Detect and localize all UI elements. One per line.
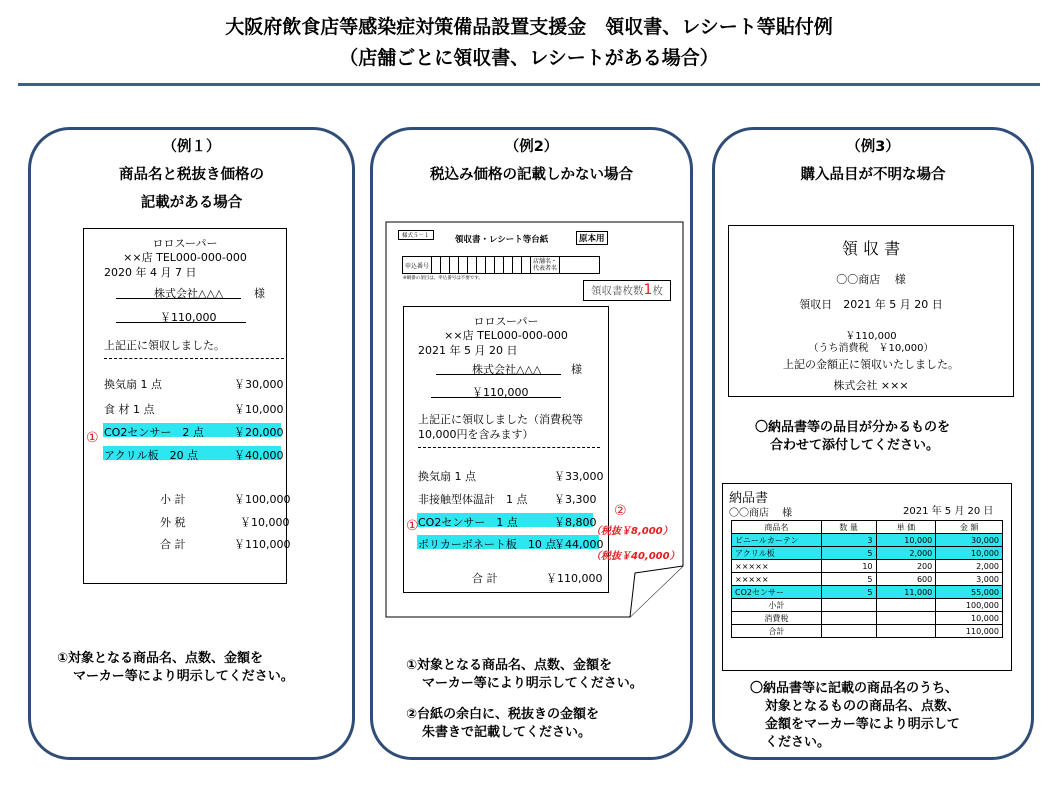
row-qty: 5	[821, 586, 876, 599]
receipt-branch: ××店 TEL000-000-000	[123, 251, 247, 264]
form-title: 領収書・レシート等台紙	[455, 235, 549, 245]
example-2-label: （例2）	[504, 139, 559, 155]
total-amount: 110,000	[936, 625, 1003, 638]
table-total-row	[732, 612, 1003, 625]
table-row	[732, 547, 1003, 560]
example-1-note-line1: ①対象となる商品名、点数、金額を	[57, 651, 264, 666]
receipt-count-unit: 枚	[652, 285, 663, 297]
row-name: ×××××	[732, 573, 822, 586]
tax-label: 外 税	[160, 516, 186, 529]
row-unit: 600	[876, 573, 936, 586]
row-qty: 5	[821, 573, 876, 586]
row-amount: 3,000	[936, 573, 1003, 586]
example-3-heading: 購入品目が不明な場合	[800, 167, 946, 183]
tax-value: ￥10,000	[240, 516, 290, 529]
item-4-name: アクリル板 20 点	[104, 449, 199, 462]
marker-1: ①	[86, 430, 99, 446]
receipt-sama: 様	[254, 287, 265, 300]
subtotal-amount: 100,000	[936, 599, 1003, 612]
item-2-price: ￥10,000	[234, 403, 284, 416]
item-4-price: ￥44,000	[554, 538, 604, 551]
item-1-price: ￥33,000	[554, 470, 604, 483]
delivery-table	[731, 520, 1003, 638]
receipt-to: 〇〇商店 様	[836, 273, 906, 286]
receipt-date: 2021 年 5 月 20 日	[418, 344, 518, 357]
item-3-name: CO2センサー 2 点	[104, 426, 204, 439]
item-2-name: 食 材 1 点	[104, 403, 155, 416]
receipt-amount: ￥110,000	[845, 331, 897, 342]
example-1-panel	[28, 127, 355, 760]
amount-underline	[116, 322, 246, 323]
total-value: ￥110,000	[234, 538, 291, 551]
example-3-panel	[712, 127, 1034, 760]
row-amount: 30,000	[936, 534, 1003, 547]
receipt-count-box	[583, 280, 671, 301]
item-2-price: ￥3,300	[554, 493, 597, 506]
example-2-heading: 税込み価格の記載しかない場合	[430, 167, 633, 183]
delivery-title: 納品書	[729, 491, 769, 506]
receipt-date: 2020 年 4 月 7 日	[104, 266, 197, 279]
receipt-received-line1: 上記正に領収しました（消費税等	[418, 413, 583, 426]
col-header-unit: 単 価	[876, 521, 936, 534]
receipt-dash-divider	[104, 358, 284, 359]
form-original-badge: 原本用	[576, 231, 608, 245]
receipt-received-line2: 10,000円を含みます）	[418, 428, 534, 441]
app-no-label: 申込番号	[403, 257, 432, 274]
store-label-2: 代表者名	[533, 265, 558, 272]
item-4-name: ポリカーボネート板 10 点	[418, 538, 557, 551]
amount-underline	[431, 397, 561, 398]
receipt-store-name: ロロスーパー	[152, 237, 218, 250]
receipt-received-text: 上記正に領収しました。	[104, 339, 225, 352]
item-2-name: 非接触型体温計 1 点	[418, 493, 528, 506]
tax-exclusive-note-2: （税抜￥40,000）	[591, 551, 680, 562]
receipt-count-value: 1	[643, 282, 653, 298]
receipt-count-label: 領収書枚数	[591, 285, 644, 297]
col-header-name: 商品名	[732, 521, 822, 534]
example-1-note-line2: マーカー等により明示してください。	[73, 669, 294, 684]
receipt-amount: ￥110,000	[160, 311, 217, 324]
tax-amount: 10,000	[936, 612, 1003, 625]
example-1-heading-line2: 記載がある場合	[140, 195, 243, 211]
item-3-name: CO2センサー 1 点	[418, 516, 518, 529]
delivery-note	[722, 483, 1012, 671]
row-unit: 2,000	[876, 547, 936, 560]
application-number-grid	[402, 256, 600, 274]
receipt-store-name: ロロスーパー	[473, 315, 539, 328]
table-row	[732, 560, 1003, 573]
tax-label: 消費税	[732, 612, 822, 625]
row-amount: 10,000	[936, 547, 1003, 560]
row-amount: 55,000	[936, 586, 1003, 599]
total-label: 合 計	[160, 538, 186, 551]
row-qty: 10	[821, 560, 876, 573]
page-title: 大阪府飲食店等感染症対策備品設置支援金 領収書、レシート等貼付例	[225, 16, 833, 38]
example-2-receipt	[403, 306, 609, 593]
total-value: ￥110,000	[546, 572, 603, 585]
table-total-row	[732, 599, 1003, 612]
example-3-note-b-line3: 金額をマーカー等により明示して	[765, 717, 960, 732]
row-name: ビニールカーテン	[732, 534, 822, 547]
example-2-note1-line1: ①対象となる商品名、点数、金額を	[406, 658, 613, 673]
receipt-date: 領収日 2021 年 5 月 20 日	[799, 298, 943, 311]
item-1-name: 換気扇 1 点	[104, 378, 162, 391]
receipt-issuer: 株式会社 ×××	[833, 379, 909, 392]
row-name: アクリル板	[732, 547, 822, 560]
total-label: 合計	[732, 625, 822, 638]
col-header-qty: 数 量	[821, 521, 876, 534]
example-1-label: （例１）	[162, 139, 221, 155]
row-unit: 11,000	[876, 586, 936, 599]
item-3-price: ￥8,800	[554, 516, 597, 529]
example-3-receipt	[728, 225, 1014, 397]
receipt-customer: 株式会社△△△	[154, 287, 224, 300]
example-3-note-a-line2: 合わせて添付してください。	[770, 438, 940, 453]
subtotal-value: ￥100,000	[234, 493, 291, 506]
customer-underline	[436, 374, 561, 375]
marker-2: ②	[614, 503, 627, 519]
item-1-price: ￥30,000	[234, 378, 284, 391]
store-label-1: 店舗名・	[533, 258, 558, 265]
receipt-tax: （うち消費税 ￥10,000）	[808, 343, 934, 354]
customer-underline	[116, 298, 241, 299]
row-qty: 5	[821, 547, 876, 560]
receipt-branch: ××店 TEL000-000-000	[444, 329, 568, 342]
example-2-note2-line2: 朱書きで記載してください。	[422, 725, 592, 740]
example-2-panel	[370, 127, 693, 760]
title-divider	[18, 83, 1040, 86]
table-row	[732, 586, 1003, 599]
example-3-note-a-line1: 〇納品書等の品目が分かるものを	[755, 420, 951, 435]
example-3-note-b-line4: ください。	[765, 735, 831, 750]
example-1-receipt	[83, 228, 291, 584]
total-label: 合 計	[472, 572, 498, 585]
receipt-sama: 様	[571, 363, 582, 376]
example-1-heading-line1: 商品名と税抜き価格の	[119, 167, 264, 183]
col-header-amount: 金 額	[936, 521, 1003, 534]
item-3-price: ￥20,000	[234, 426, 284, 439]
page-subtitle: （店舗ごとに領収書、レシートがある場合）	[339, 47, 719, 69]
table-row	[732, 573, 1003, 586]
example-3-label: （例3）	[846, 139, 900, 155]
marker-1: ①	[406, 518, 419, 534]
receipt-customer: 株式会社△△△	[472, 363, 542, 376]
receipt-received-text: 上記の金額正に領収いたしました。	[783, 358, 959, 371]
row-unit: 10,000	[876, 534, 936, 547]
item-1-name: 換気扇 1 点	[418, 470, 476, 483]
table-total-row	[732, 625, 1003, 638]
delivery-date: 2021 年 5 月 20 日	[903, 506, 994, 517]
form-tag: 様式５－１	[398, 230, 434, 240]
form-note: ※網掛の項目は、申込番号は不要です。	[403, 276, 483, 281]
receipt-title: 領 収 書	[841, 239, 901, 258]
subtotal-label: 小 計	[160, 493, 186, 506]
delivery-to: 〇〇商店 様	[729, 508, 793, 519]
row-name: CO2センサー	[732, 586, 822, 599]
example-2-note1-line2: マーカー等により明示してください。	[422, 676, 643, 691]
example-2-note2-line1: ②台紙の余白に、税抜きの金額を	[406, 707, 600, 722]
row-qty: 3	[821, 534, 876, 547]
subtotal-label: 小計	[732, 599, 822, 612]
example-3-note-b-line1: 〇納品書等に記載の商品名のうち、	[750, 681, 959, 696]
table-row	[732, 534, 1003, 547]
row-name: ×××××	[732, 560, 822, 573]
row-amount: 2,000	[936, 560, 1003, 573]
example-3-note-b-line2: 対象となるものの商品名、点数、	[765, 699, 961, 714]
item-4-price: ￥40,000	[234, 449, 284, 462]
row-unit: 200	[876, 560, 936, 573]
tax-exclusive-note-1: （税抜￥8,000）	[591, 526, 673, 537]
receipt-dash-divider	[418, 447, 600, 448]
receipt-amount: ￥110,000	[472, 386, 529, 399]
